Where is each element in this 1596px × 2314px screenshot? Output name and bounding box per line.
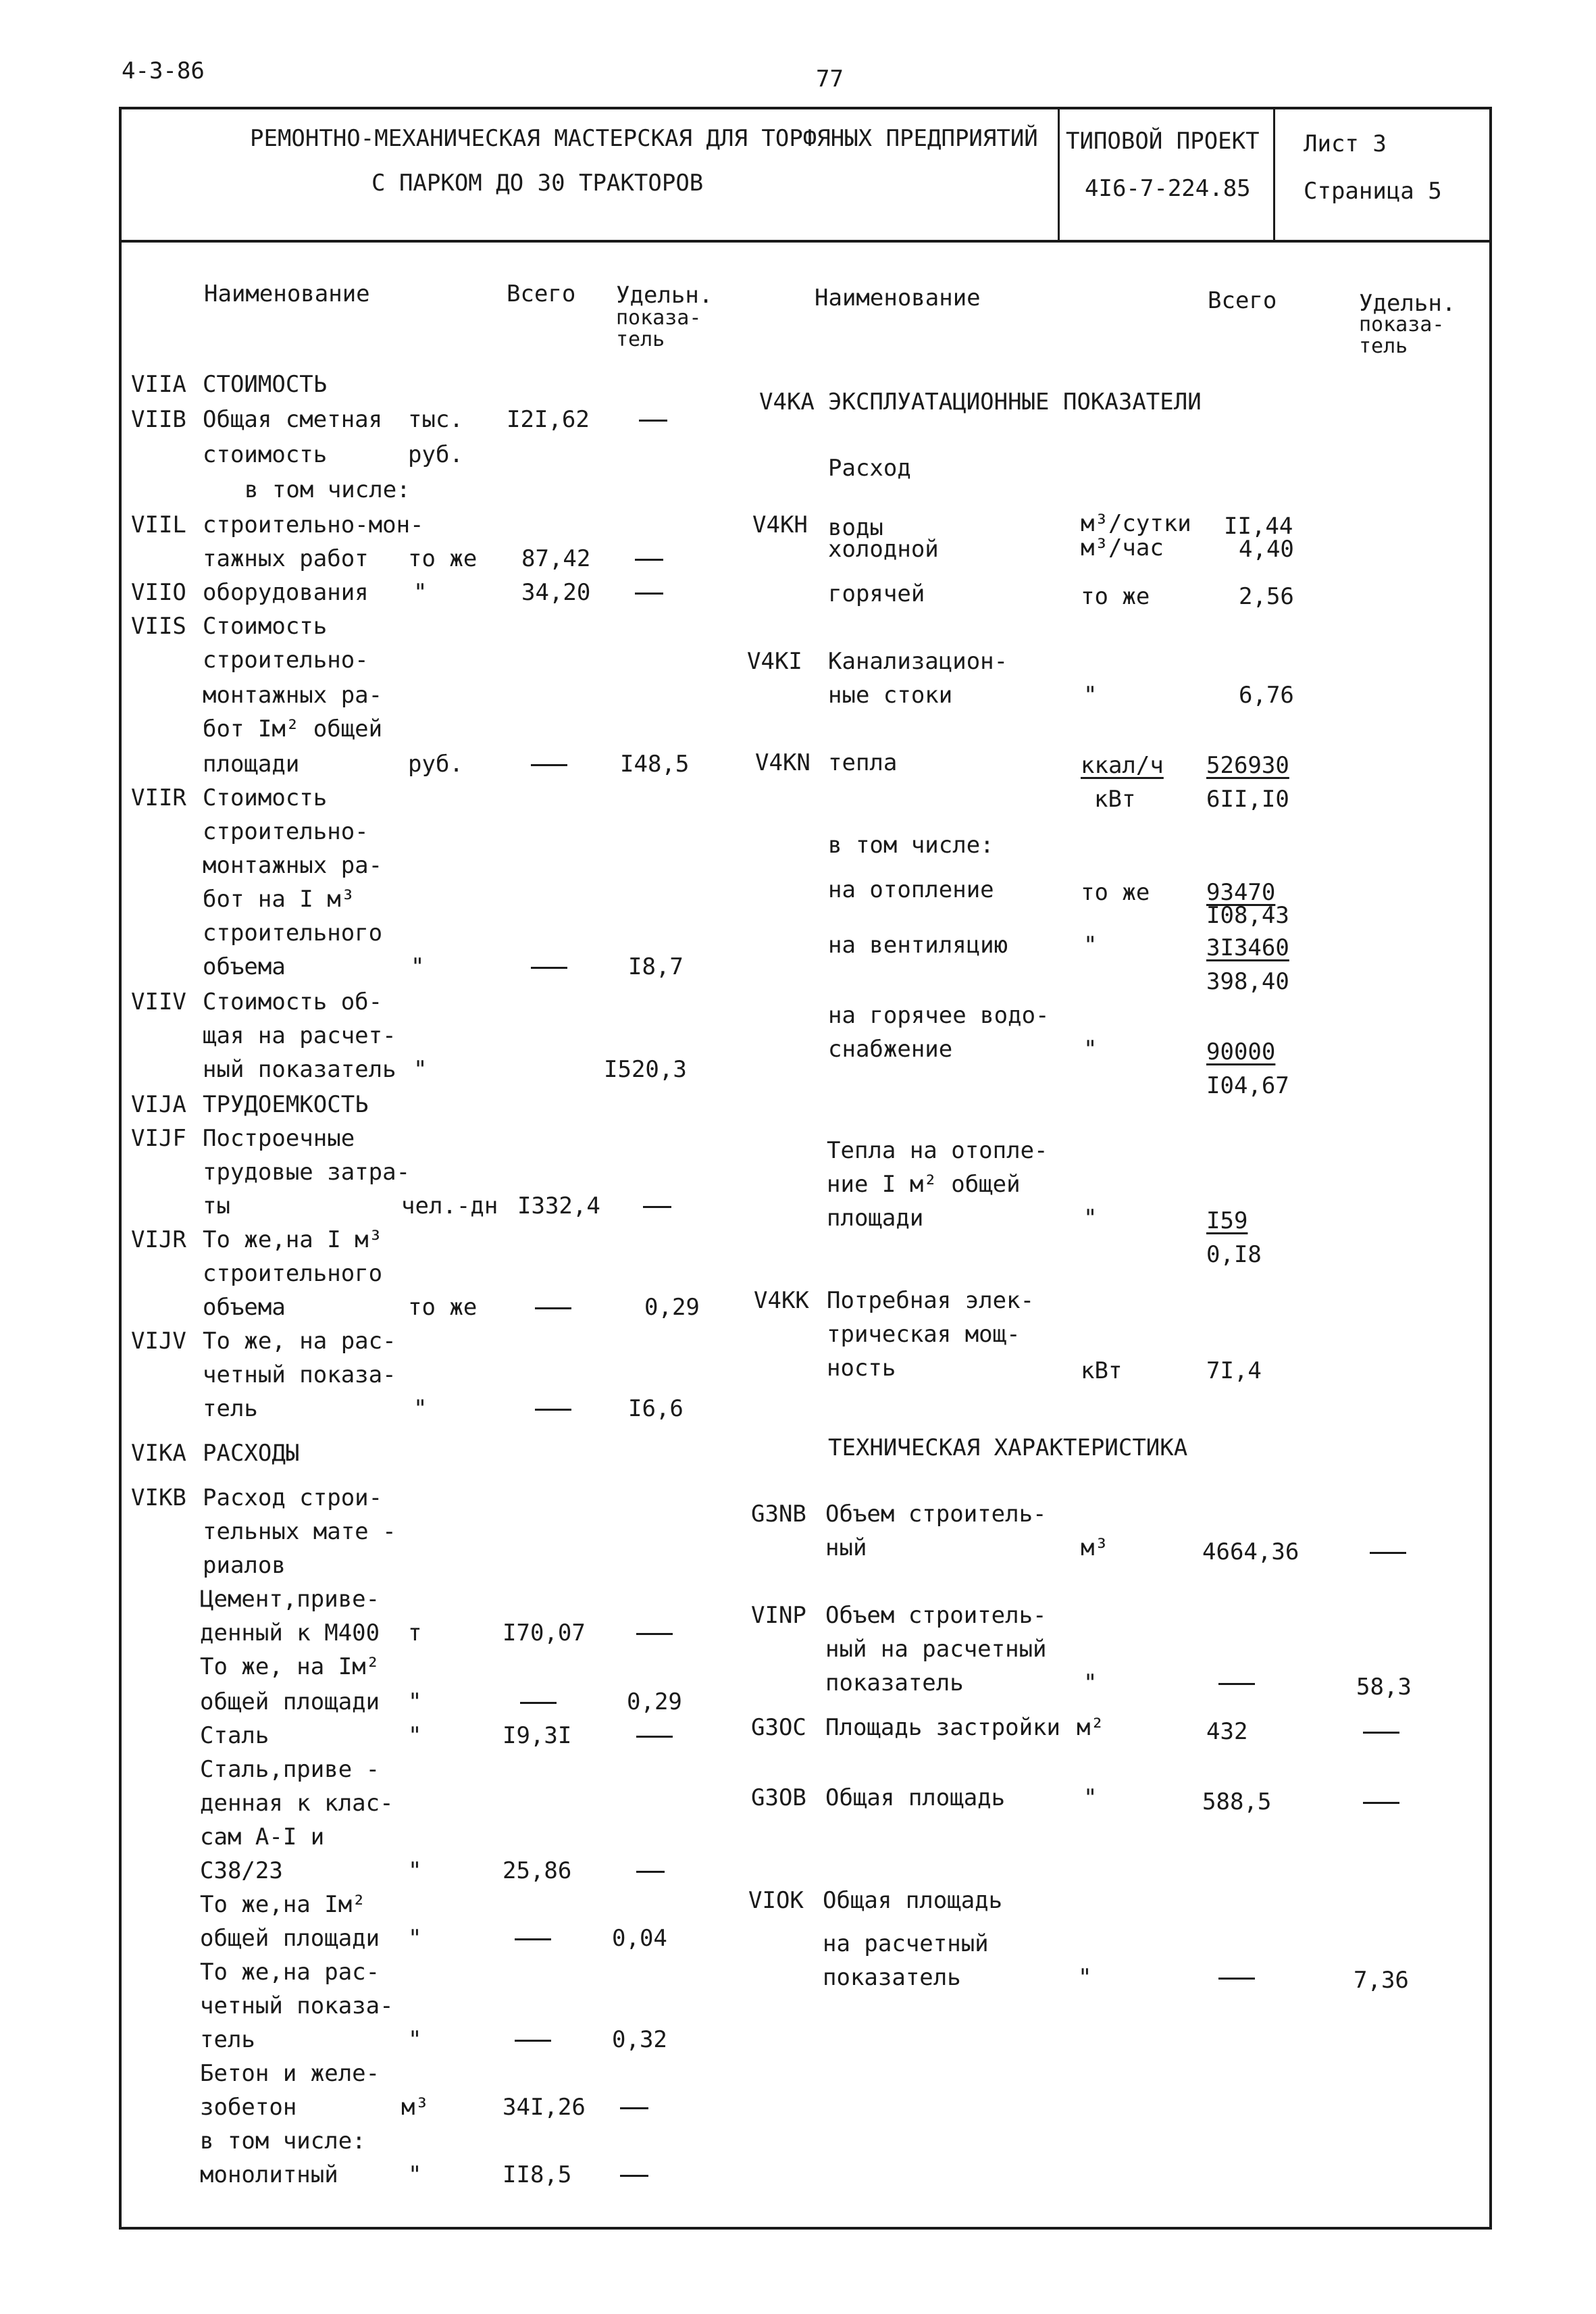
row-name: Общая площадь <box>825 1784 1006 1811</box>
row-total: I59 <box>1206 1207 1248 1234</box>
row-code: VIJV <box>131 1328 186 1355</box>
row-name: денный к М400 <box>200 1619 380 1646</box>
row-spec: 7,36 <box>1354 1967 1409 1994</box>
left-header-spec-3: тель <box>616 328 665 351</box>
row-unit: " <box>411 953 425 980</box>
row-unit: руб. <box>408 441 463 468</box>
row-name: общей площади <box>200 1688 380 1715</box>
row-unit: " <box>413 1395 428 1422</box>
row-name: риалов <box>203 1552 286 1579</box>
row-unit: " <box>408 1722 422 1749</box>
row-total: 93470 <box>1206 879 1276 906</box>
title-block-bottom <box>119 240 1492 243</box>
row-name: четный показа- <box>200 1992 394 2019</box>
row-name: ный на расчетный <box>825 1636 1047 1663</box>
row-unit: м³ <box>401 2094 429 2121</box>
row-total: 7I,4 <box>1206 1357 1262 1384</box>
right-header-spec-1: Удельн. <box>1359 290 1456 317</box>
row-name: на горячее водо- <box>828 1002 1050 1029</box>
row-total: 398,40 <box>1206 968 1289 995</box>
row-unit: м³ <box>1081 1534 1108 1561</box>
row-unit: то же <box>1081 583 1150 610</box>
row-name: площади <box>827 1205 924 1232</box>
row-name: сам А-I и <box>200 1823 325 1851</box>
page-label: Страница 5 <box>1304 178 1442 205</box>
frame-bottom <box>119 2227 1492 2230</box>
row-name: Сталь <box>200 1722 269 1749</box>
row-code: VIIV <box>131 988 186 1015</box>
row-name: Тепла на отопле- <box>827 1137 1048 1164</box>
row-total: 25,86 <box>503 1857 572 1884</box>
row-total: I08,43 <box>1206 902 1289 929</box>
row-total: 526930 <box>1206 752 1289 779</box>
row-name: ный <box>825 1534 867 1561</box>
row-code: VIIO <box>131 579 186 606</box>
row-code: VIKB <box>131 1484 186 1511</box>
row-name: холодной <box>828 536 939 563</box>
row-total: 34,20 <box>521 579 591 606</box>
row-name: Стоимость <box>203 784 328 811</box>
row-code: V4KN <box>755 749 810 776</box>
row-name: горячей <box>828 580 925 607</box>
row-name: Стоимость <box>203 613 328 640</box>
empty-dash <box>535 1296 571 1319</box>
row-name: Цемент,приве- <box>200 1586 380 1613</box>
row-unit: то же <box>1081 879 1150 906</box>
page-number: 77 <box>816 66 844 93</box>
empty-dash <box>635 581 663 604</box>
row-name: общей площади <box>200 1925 380 1952</box>
row-unit: м³/час <box>1081 534 1164 561</box>
empty-dash <box>520 1690 557 1713</box>
row-code: VIOK <box>748 1887 804 1914</box>
row-name: тель <box>200 2026 255 2053</box>
row-code: VIIS <box>131 613 186 640</box>
row-total: 4,40 <box>1239 536 1294 563</box>
row-name: строительно- <box>203 818 369 845</box>
title-divider-1 <box>1058 107 1060 242</box>
row-name: ние I м² общей <box>827 1171 1021 1198</box>
row-unit: кВт <box>1094 786 1136 813</box>
row-code: VINP <box>751 1602 806 1629</box>
row-spec: 0,29 <box>644 1294 700 1321</box>
title-line-2: С ПАРКОМ ДО 30 ТРАКТОРОВ <box>371 170 704 197</box>
row-total: 0,I8 <box>1206 1241 1262 1268</box>
row-name: тель <box>203 1395 258 1422</box>
empty-dash <box>620 2163 648 2186</box>
row-name: строительно- <box>203 647 369 674</box>
empty-dash <box>515 1927 551 1950</box>
subtitle: Расход <box>828 455 911 482</box>
empty-dash <box>620 2096 648 2119</box>
row-name: монолитный <box>200 2161 338 2188</box>
row-name: оборудования <box>203 579 369 606</box>
left-header-spec-1: Удельн. <box>616 282 713 309</box>
row-code: V4KK <box>754 1287 809 1314</box>
row-name: строительного <box>203 920 383 947</box>
row-name: строительного <box>203 1260 383 1287</box>
frame-right <box>1489 107 1492 2230</box>
row-name: снабжение <box>828 1036 953 1063</box>
row-unit: " <box>408 1688 422 1715</box>
section-title: ЭКСПЛУАТАЦИОННЫЕ ПОКАЗАТЕЛИ <box>828 388 1202 416</box>
doc-code: 4-3-86 <box>122 57 205 84</box>
section-title: ТЕХНИЧЕСКАЯ ХАРАКТЕРИСТИКА <box>828 1434 1188 1461</box>
row-unit: то же <box>408 545 478 572</box>
row-code: VIIA <box>131 371 186 398</box>
row-unit: кВт <box>1081 1357 1123 1384</box>
row-total: I70,07 <box>503 1619 586 1646</box>
row-total: 87,42 <box>521 545 591 572</box>
empty-dash <box>636 1724 673 1747</box>
row-name: щая на расчет- <box>203 1022 396 1049</box>
row-name: Общая сметная <box>203 406 383 433</box>
row-unit: " <box>1083 932 1098 959</box>
row-name: денная к клас- <box>200 1790 394 1817</box>
sheet-label: Лист 3 <box>1304 130 1387 157</box>
right-header-spec-3: тель <box>1359 334 1408 358</box>
row-spec: 0,32 <box>612 2026 667 2053</box>
empty-dash <box>643 1194 671 1217</box>
row-code: V4KI <box>747 648 802 675</box>
row-name: строительно-мон- <box>203 511 424 538</box>
row-total: 6,76 <box>1239 682 1294 709</box>
row-name: тажных работ <box>203 545 369 572</box>
row-code: VIKA <box>131 1440 186 1467</box>
row-name: Построечные <box>203 1125 355 1152</box>
row-name: Площадь застройки <box>825 1714 1060 1741</box>
empty-dash <box>535 1397 571 1420</box>
row-name: Сталь,приве - <box>200 1756 380 1783</box>
row-unit: м² <box>1077 1714 1104 1741</box>
row-name: Объем строитель- <box>825 1501 1047 1528</box>
empty-dash <box>531 955 567 978</box>
row-total: 4664,36 <box>1202 1538 1299 1565</box>
row-code: VIJR <box>131 1226 186 1253</box>
left-header-total: Всего <box>507 280 576 307</box>
row-total: I9,3I <box>503 1722 572 1749</box>
row-total: 34I,26 <box>503 2094 586 2121</box>
row-code: V4KA <box>759 388 815 416</box>
row-name: тепла <box>828 749 898 776</box>
row-spec: I48,5 <box>620 751 690 778</box>
row-name: Бетон и желе- <box>200 2060 380 2087</box>
row-name: объема <box>203 1294 286 1321</box>
empty-dash <box>515 2028 551 2051</box>
left-header-spec-2: показа- <box>616 306 702 330</box>
row-spec: 0,29 <box>627 1688 682 1715</box>
row-spec: I520,3 <box>604 1056 687 1083</box>
row-unit: т <box>408 1619 422 1646</box>
row-spec: 58,3 <box>1356 1674 1412 1701</box>
row-name: Потребная элек- <box>827 1287 1035 1314</box>
subtitle: в том числе: <box>244 476 411 503</box>
frame-left <box>119 107 122 2230</box>
project-number: 4I6-7-224.85 <box>1085 175 1251 202</box>
row-name: ность <box>827 1355 896 1382</box>
empty-dash <box>636 1621 673 1644</box>
row-unit: " <box>1083 1036 1098 1063</box>
row-spec: I8,7 <box>628 953 684 980</box>
subtitle: в том числе: <box>828 832 994 859</box>
row-total: II,44 <box>1224 513 1293 540</box>
empty-dash <box>635 547 663 570</box>
row-name: монтажных ра- <box>203 682 383 709</box>
row-name: Расход строи- <box>203 1484 383 1511</box>
row-name: Общая площадь <box>823 1887 1003 1914</box>
title-line-1: РЕМОНТНО-МЕХАНИЧЕСКАЯ МАСТЕРСКАЯ ДЛЯ ТОРФЯНЫХ ПРЕДПРИЯТИЙ <box>250 125 1038 152</box>
row-name: трудовые затра- <box>203 1159 411 1186</box>
row-unit: " <box>1083 1205 1098 1232</box>
row-unit: тыс. <box>408 406 463 433</box>
row-name: объема <box>203 953 286 980</box>
row-code: VIIR <box>131 784 186 811</box>
row-unit: м³/сутки <box>1081 510 1191 537</box>
row-unit: " <box>1078 1964 1092 1991</box>
row-name: То же, на Iм² <box>200 1653 380 1680</box>
row-name: бот на I м³ <box>203 886 355 913</box>
row-name: воды <box>828 514 883 541</box>
right-header-spec-2: показа- <box>1359 313 1445 336</box>
row-name: То же,на I м³ <box>203 1226 383 1253</box>
row-name: показатель <box>823 1964 961 1991</box>
row-unit: " <box>408 2161 422 2188</box>
row-total: I2I,62 <box>507 406 590 433</box>
title-divider-2 <box>1273 107 1275 242</box>
row-total: 3I3460 <box>1206 934 1289 961</box>
row-total: I332,4 <box>517 1192 600 1219</box>
row-total: I04,67 <box>1206 1072 1289 1099</box>
empty-dash <box>1370 1540 1406 1563</box>
row-name: площади <box>203 751 300 778</box>
empty-dash <box>1218 1966 1255 1989</box>
empty-dash <box>1363 1790 1399 1813</box>
row-total: 2,56 <box>1239 583 1294 610</box>
row-total: 90000 <box>1206 1038 1276 1065</box>
row-code: VIJA <box>131 1091 186 1118</box>
row-unit: руб. <box>408 751 463 778</box>
row-code: V4KH <box>752 511 808 538</box>
left-header-name: Наименование <box>204 280 370 307</box>
section-title: РАСХОДЫ <box>203 1440 300 1467</box>
row-name: показатель <box>825 1669 964 1696</box>
row-name: То же, на рас- <box>203 1328 396 1355</box>
section-title: СТОИМОСТЬ <box>203 371 328 398</box>
row-name: тельных мате - <box>203 1518 396 1545</box>
empty-dash <box>1218 1671 1255 1694</box>
row-code: G3OC <box>751 1714 806 1741</box>
section-title: ТРУДОЕМКОСТЬ <box>203 1091 369 1118</box>
row-code: VIIB <box>131 406 186 433</box>
row-code: VIJF <box>131 1125 186 1152</box>
row-name: С38/23 <box>200 1857 283 1884</box>
subtitle: в том числе: <box>200 2128 366 2155</box>
row-name: бот Iм² общей <box>203 715 383 743</box>
row-name: трическая мощ- <box>827 1321 1021 1348</box>
right-header-total: Всего <box>1208 287 1277 314</box>
empty-dash <box>639 408 667 431</box>
right-header-name: Наименование <box>815 284 981 311</box>
row-unit: " <box>413 579 428 606</box>
empty-dash <box>636 1859 665 1882</box>
row-name: ты <box>203 1192 230 1219</box>
empty-dash <box>1363 1720 1399 1743</box>
row-name: на отопление <box>828 876 994 903</box>
row-name: на расчетный <box>823 1930 989 1957</box>
row-unit: " <box>1083 1784 1098 1811</box>
row-total: II8,5 <box>503 2161 572 2188</box>
row-spec: 0,04 <box>612 1925 667 1952</box>
row-code: VIIL <box>131 511 186 538</box>
row-code: G3OB <box>751 1784 806 1811</box>
row-name: на вентиляцию <box>828 932 1008 959</box>
row-total: 432 <box>1206 1718 1248 1745</box>
row-unit: " <box>408 1925 422 1952</box>
row-unit: " <box>1083 682 1098 709</box>
row-unit: " <box>408 1857 422 1884</box>
row-total: 588,5 <box>1202 1788 1272 1815</box>
row-unit: " <box>413 1056 428 1083</box>
row-unit: ккал/ч <box>1081 752 1164 779</box>
row-total: 6II,I0 <box>1206 786 1289 813</box>
row-name: монтажных ра- <box>203 852 383 879</box>
row-name: зобетон <box>200 2094 297 2121</box>
row-unit: чел.-дн <box>401 1192 498 1219</box>
row-name: Стоимость об- <box>203 988 383 1015</box>
row-name: То же,на Iм² <box>200 1891 366 1918</box>
row-name: То же,на рас- <box>200 1959 380 1986</box>
project-label: ТИПОВОЙ ПРОЕКТ <box>1066 128 1260 155</box>
row-unit: " <box>408 2026 422 2053</box>
frame-top <box>119 107 1492 109</box>
row-spec: I6,6 <box>628 1395 684 1422</box>
row-name: ный показатель <box>203 1056 396 1083</box>
row-unit: " <box>1083 1669 1098 1696</box>
row-name: Канализацион- <box>828 648 1008 675</box>
row-code: G3NB <box>751 1501 806 1528</box>
row-name: четный показа- <box>203 1361 396 1388</box>
row-name: стоимость <box>203 441 328 468</box>
row-unit: то же <box>408 1294 478 1321</box>
empty-dash <box>531 753 567 776</box>
row-name: ные стоки <box>828 682 953 709</box>
row-name: Объем строитель- <box>825 1602 1047 1629</box>
